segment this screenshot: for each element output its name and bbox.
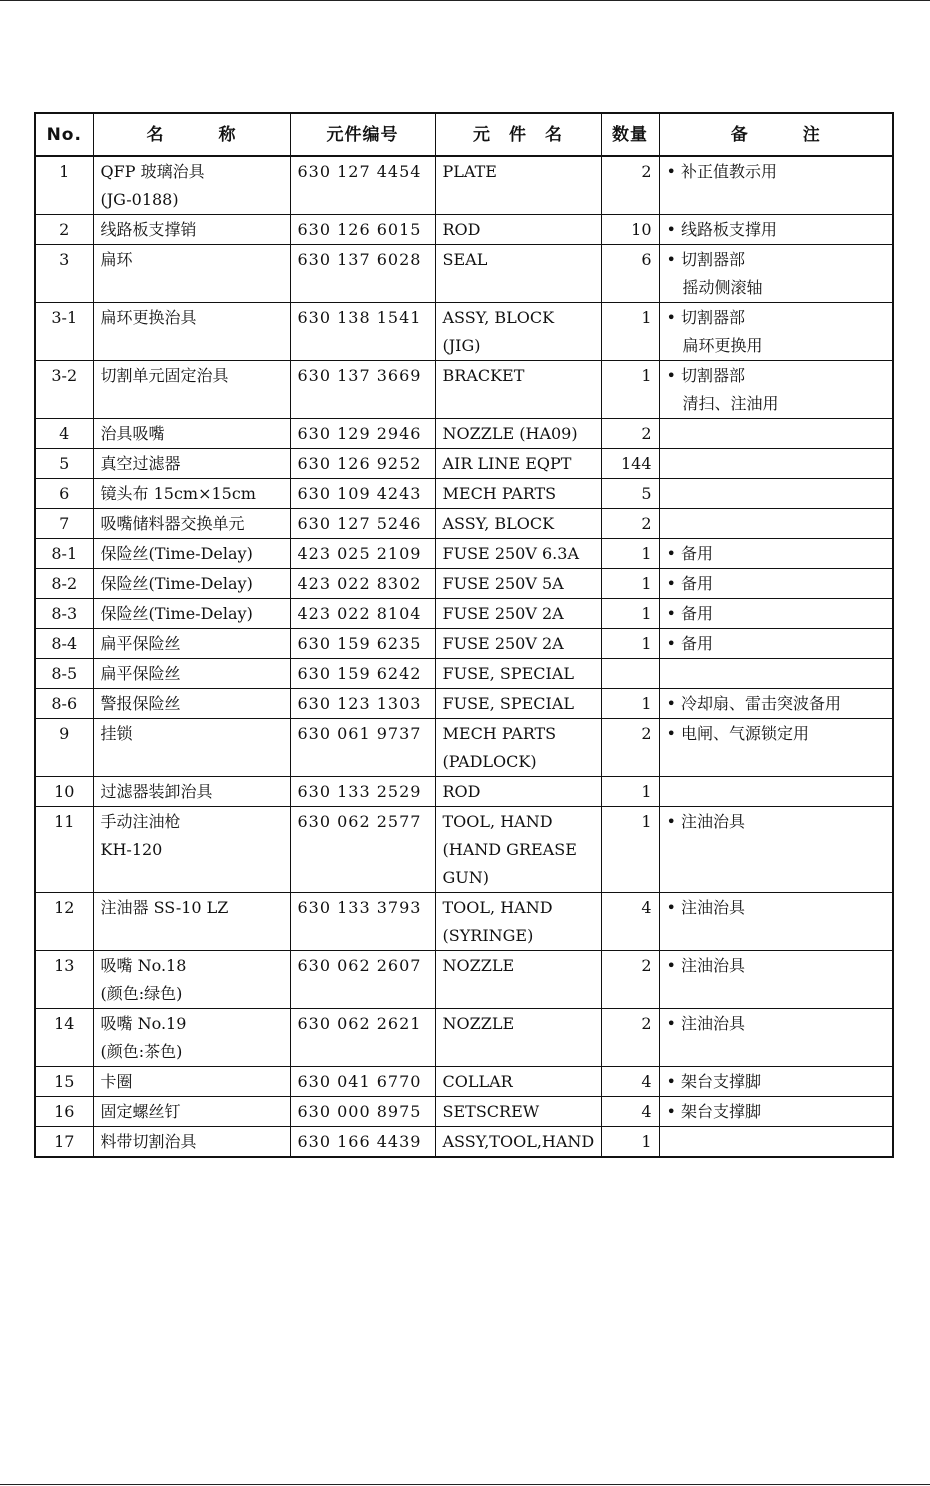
cell-part-number: 423 025 2109 bbox=[290, 539, 435, 569]
cell-no: 8-6 bbox=[35, 689, 93, 719]
cell-english-name bbox=[435, 215, 601, 245]
cell-name bbox=[93, 361, 290, 419]
cell-quantity: 144 bbox=[601, 449, 659, 479]
remark-line: • 备用 bbox=[666, 544, 714, 563]
cell-part-number: 630 127 4454 bbox=[290, 156, 435, 215]
cell-quantity: 1 bbox=[601, 539, 659, 569]
header-english-name: 元 件 名 bbox=[435, 113, 601, 156]
cell-name bbox=[93, 569, 290, 599]
english-name-line: MECH PARTS bbox=[442, 484, 557, 503]
cell-quantity: 2 bbox=[601, 951, 659, 1009]
remark-line: • 架台支撑脚 bbox=[666, 1072, 762, 1091]
cell-english-name bbox=[435, 509, 601, 539]
english-name-line: AIR LINE EQPT bbox=[442, 454, 572, 473]
header-remark: 备 注 bbox=[659, 113, 893, 156]
cell-quantity: 1 bbox=[601, 1127, 659, 1158]
cell-no: 11 bbox=[35, 807, 93, 893]
name-line: 扁环 bbox=[100, 250, 133, 269]
cell-remark bbox=[659, 1009, 893, 1067]
english-name-line: (SYRINGE) bbox=[442, 926, 534, 945]
cell-remark bbox=[659, 951, 893, 1009]
cell-english-name bbox=[435, 719, 601, 777]
cell-no: 8-5 bbox=[35, 659, 93, 689]
cell-remark bbox=[659, 361, 893, 419]
cell-name bbox=[93, 719, 290, 777]
english-name-line: SEAL bbox=[442, 250, 488, 269]
cell-english-name bbox=[435, 629, 601, 659]
name-line: 扁环更换治具 bbox=[100, 308, 197, 327]
cell-part-number: 423 022 8104 bbox=[290, 599, 435, 629]
cell-part-number: 423 022 8302 bbox=[290, 569, 435, 599]
remark-line: • 注油治具 bbox=[666, 956, 746, 975]
cell-name bbox=[93, 777, 290, 807]
name-line: 真空过滤器 bbox=[100, 454, 181, 473]
cell-no: 8-2 bbox=[35, 569, 93, 599]
table-row bbox=[35, 539, 893, 569]
cell-part-number: 630 129 2946 bbox=[290, 419, 435, 449]
cell-quantity: 6 bbox=[601, 245, 659, 303]
cell-remark bbox=[659, 893, 893, 951]
cell-part-number: 630 062 2621 bbox=[290, 1009, 435, 1067]
cell-english-name bbox=[435, 539, 601, 569]
name-line: 固定螺丝钉 bbox=[100, 1102, 181, 1121]
english-name-line: ASSY, BLOCK bbox=[442, 514, 555, 533]
cell-no: 12 bbox=[35, 893, 93, 951]
cell-name bbox=[93, 479, 290, 509]
cell-part-number: 630 123 1303 bbox=[290, 689, 435, 719]
english-name-line: PLATE bbox=[442, 162, 497, 181]
cell-no: 3-1 bbox=[35, 303, 93, 361]
english-name-line: NOZZLE bbox=[442, 1014, 515, 1033]
table-row bbox=[35, 449, 893, 479]
header-part-number: 元件编号 bbox=[290, 113, 435, 156]
cell-english-name bbox=[435, 569, 601, 599]
cell-name bbox=[93, 659, 290, 689]
cell-name bbox=[93, 1127, 290, 1158]
cell-no: 3 bbox=[35, 245, 93, 303]
header-no: No. bbox=[35, 113, 93, 156]
table-row bbox=[35, 303, 893, 361]
english-name-line: COLLAR bbox=[442, 1072, 513, 1091]
cell-name bbox=[93, 599, 290, 629]
name-line: 保险丝(Time-Delay) bbox=[100, 574, 253, 593]
table-row bbox=[35, 215, 893, 245]
cell-part-number: 630 137 3669 bbox=[290, 361, 435, 419]
header-row bbox=[35, 113, 893, 156]
cell-remark bbox=[659, 245, 893, 303]
cell-remark bbox=[659, 1097, 893, 1127]
name-line: 线路板支撑销 bbox=[100, 220, 197, 239]
cell-no: 2 bbox=[35, 215, 93, 245]
table-body bbox=[35, 156, 893, 1157]
cell-english-name bbox=[435, 659, 601, 689]
cell-part-number: 630 159 6242 bbox=[290, 659, 435, 689]
table-row bbox=[35, 629, 893, 659]
cell-name bbox=[93, 1009, 290, 1067]
cell-quantity: 2 bbox=[601, 509, 659, 539]
english-name-line: (HAND GREASE bbox=[442, 840, 577, 859]
cell-quantity: 1 bbox=[601, 569, 659, 599]
cell-english-name bbox=[435, 245, 601, 303]
cell-name bbox=[93, 539, 290, 569]
cell-part-number: 630 133 3793 bbox=[290, 893, 435, 951]
cell-quantity: 4 bbox=[601, 1097, 659, 1127]
english-name-line: FUSE 250V 2A bbox=[442, 634, 564, 653]
cell-no: 9 bbox=[35, 719, 93, 777]
name-line: 保险丝(Time-Delay) bbox=[100, 544, 253, 563]
table-row bbox=[35, 479, 893, 509]
cell-no: 15 bbox=[35, 1067, 93, 1097]
cell-name bbox=[93, 951, 290, 1009]
cell-remark bbox=[659, 156, 893, 215]
table-row bbox=[35, 659, 893, 689]
header-name: 名 称 bbox=[93, 113, 290, 156]
table-row bbox=[35, 569, 893, 599]
cell-part-number: 630 000 8975 bbox=[290, 1097, 435, 1127]
cell-name bbox=[93, 419, 290, 449]
name-line: 吸嘴储料器交换单元 bbox=[100, 514, 245, 533]
table-row bbox=[35, 361, 893, 419]
remark-line: • 冷却扇、雷击突波备用 bbox=[666, 694, 842, 713]
english-name-line: ASSY, BLOCK bbox=[442, 308, 555, 327]
name-line: 吸嘴 No.19 bbox=[100, 1014, 187, 1033]
cell-english-name bbox=[435, 479, 601, 509]
cell-name bbox=[93, 807, 290, 893]
remark-line: • 注油治具 bbox=[666, 812, 746, 831]
english-name-line: TOOL, HAND bbox=[442, 812, 553, 831]
cell-no: 17 bbox=[35, 1127, 93, 1158]
cell-english-name bbox=[435, 1067, 601, 1097]
cell-no: 6 bbox=[35, 479, 93, 509]
cell-quantity: 2 bbox=[601, 156, 659, 215]
cell-english-name bbox=[435, 303, 601, 361]
name-line: 卡圈 bbox=[100, 1072, 133, 1091]
name-line: 吸嘴 No.18 bbox=[100, 956, 187, 975]
table-row bbox=[35, 951, 893, 1009]
cell-remark bbox=[659, 303, 893, 361]
remark-line: • 补正值教示用 bbox=[666, 162, 778, 181]
cell-remark bbox=[659, 719, 893, 777]
english-name-line: FUSE, SPECIAL bbox=[442, 694, 575, 713]
remark-line: • 电闸、气源锁定用 bbox=[666, 724, 810, 743]
name-line: 治具吸嘴 bbox=[100, 424, 165, 443]
cell-no: 10 bbox=[35, 777, 93, 807]
english-name-line: FUSE, SPECIAL bbox=[442, 664, 575, 683]
name-line: 料带切割治具 bbox=[100, 1132, 197, 1151]
cell-name bbox=[93, 449, 290, 479]
name-line: (JG-0188) bbox=[100, 190, 179, 209]
cell-quantity: 10 bbox=[601, 215, 659, 245]
cell-quantity: 4 bbox=[601, 1067, 659, 1097]
top-rule bbox=[0, 0, 930, 1]
cell-remark bbox=[659, 449, 893, 479]
cell-remark bbox=[659, 807, 893, 893]
cell-no: 3-2 bbox=[35, 361, 93, 419]
cell-no: 7 bbox=[35, 509, 93, 539]
cell-quantity: 1 bbox=[601, 807, 659, 893]
cell-name bbox=[93, 689, 290, 719]
table-row bbox=[35, 1097, 893, 1127]
cell-part-number: 630 166 4439 bbox=[290, 1127, 435, 1158]
remark-line: • 架台支撑脚 bbox=[666, 1102, 762, 1121]
table-row bbox=[35, 599, 893, 629]
cell-name bbox=[93, 629, 290, 659]
remark-line: 扁环更换用 bbox=[666, 336, 763, 355]
table-row bbox=[35, 419, 893, 449]
cell-name bbox=[93, 509, 290, 539]
cell-quantity: 1 bbox=[601, 303, 659, 361]
english-name-line: NOZZLE (HA09) bbox=[442, 424, 578, 443]
cell-no: 13 bbox=[35, 951, 93, 1009]
english-name-line: FUSE 250V 5A bbox=[442, 574, 564, 593]
cell-name bbox=[93, 245, 290, 303]
table-row bbox=[35, 1067, 893, 1097]
cell-remark bbox=[659, 1127, 893, 1158]
cell-quantity: 4 bbox=[601, 893, 659, 951]
name-line: QFP 玻璃治具 bbox=[100, 162, 205, 181]
cell-name bbox=[93, 1097, 290, 1127]
cell-english-name bbox=[435, 1097, 601, 1127]
cell-english-name bbox=[435, 777, 601, 807]
name-line: 镜头布 15cm×15cm bbox=[100, 484, 256, 503]
cell-no: 8-4 bbox=[35, 629, 93, 659]
remark-line: • 备用 bbox=[666, 634, 714, 653]
english-name-line: (JIG) bbox=[442, 336, 481, 355]
english-name-line: FUSE 250V 2A bbox=[442, 604, 564, 623]
cell-part-number: 630 061 9737 bbox=[290, 719, 435, 777]
cell-english-name bbox=[435, 156, 601, 215]
english-name-line: BRACKET bbox=[442, 366, 525, 385]
name-line: (颜色:茶色) bbox=[100, 1042, 183, 1061]
cell-english-name bbox=[435, 449, 601, 479]
cell-english-name bbox=[435, 689, 601, 719]
cell-remark bbox=[659, 659, 893, 689]
table-row bbox=[35, 1009, 893, 1067]
cell-part-number: 630 126 9252 bbox=[290, 449, 435, 479]
english-name-line: SETSCREW bbox=[442, 1102, 540, 1121]
table-row bbox=[35, 689, 893, 719]
remark-line: • 备用 bbox=[666, 574, 714, 593]
cell-quantity: 2 bbox=[601, 1009, 659, 1067]
name-line: 扁平保险丝 bbox=[100, 634, 181, 653]
cell-quantity: 1 bbox=[601, 599, 659, 629]
english-name-line: (PADLOCK) bbox=[442, 752, 537, 771]
name-line: 过滤器装卸治具 bbox=[100, 782, 213, 801]
table-row bbox=[35, 719, 893, 777]
cell-remark bbox=[659, 1067, 893, 1097]
cell-remark bbox=[659, 777, 893, 807]
remark-line: • 切割器部 bbox=[666, 308, 746, 327]
cell-remark bbox=[659, 215, 893, 245]
cell-remark bbox=[659, 539, 893, 569]
table-row bbox=[35, 245, 893, 303]
name-line: 警报保险丝 bbox=[100, 694, 181, 713]
cell-quantity: 1 bbox=[601, 689, 659, 719]
cell-name bbox=[93, 156, 290, 215]
cell-no: 8-1 bbox=[35, 539, 93, 569]
cell-no: 16 bbox=[35, 1097, 93, 1127]
table-row bbox=[35, 777, 893, 807]
cell-quantity: 2 bbox=[601, 419, 659, 449]
english-name-line: ASSY,TOOL,HAND bbox=[442, 1132, 595, 1151]
english-name-line: ROD bbox=[442, 782, 481, 801]
name-line: 扁平保险丝 bbox=[100, 664, 181, 683]
bottom-rule bbox=[0, 1484, 930, 1485]
english-name-line: NOZZLE bbox=[442, 956, 515, 975]
cell-name bbox=[93, 303, 290, 361]
cell-no: 5 bbox=[35, 449, 93, 479]
cell-english-name bbox=[435, 893, 601, 951]
table-row bbox=[35, 807, 893, 893]
cell-no: 4 bbox=[35, 419, 93, 449]
cell-english-name bbox=[435, 1127, 601, 1158]
name-line: 保险丝(Time-Delay) bbox=[100, 604, 253, 623]
cell-remark bbox=[659, 599, 893, 629]
english-name-line: GUN) bbox=[442, 868, 490, 887]
cell-part-number: 630 109 4243 bbox=[290, 479, 435, 509]
cell-quantity bbox=[601, 659, 659, 689]
name-line: KH-120 bbox=[100, 840, 163, 859]
english-name-line: FUSE 250V 6.3A bbox=[442, 544, 579, 563]
table-header bbox=[35, 113, 893, 156]
table-row bbox=[35, 1127, 893, 1158]
cell-remark bbox=[659, 509, 893, 539]
name-line: 切割单元固定治具 bbox=[100, 366, 229, 385]
name-line: 手动注油枪 bbox=[100, 812, 181, 831]
cell-part-number: 630 041 6770 bbox=[290, 1067, 435, 1097]
cell-quantity: 5 bbox=[601, 479, 659, 509]
english-name-line: MECH PARTS bbox=[442, 724, 557, 743]
cell-part-number: 630 137 6028 bbox=[290, 245, 435, 303]
cell-remark bbox=[659, 689, 893, 719]
table-row bbox=[35, 509, 893, 539]
parts-table bbox=[34, 112, 894, 1158]
cell-part-number: 630 062 2577 bbox=[290, 807, 435, 893]
cell-remark bbox=[659, 569, 893, 599]
cell-english-name bbox=[435, 951, 601, 1009]
cell-part-number: 630 127 5246 bbox=[290, 509, 435, 539]
english-name-line: ROD bbox=[442, 220, 481, 239]
cell-no: 8-3 bbox=[35, 599, 93, 629]
remark-line: • 切割器部 bbox=[666, 250, 746, 269]
remark-line: • 切割器部 bbox=[666, 366, 746, 385]
cell-name bbox=[93, 1067, 290, 1097]
cell-part-number: 630 159 6235 bbox=[290, 629, 435, 659]
cell-name bbox=[93, 215, 290, 245]
cell-part-number: 630 126 6015 bbox=[290, 215, 435, 245]
remark-line: • 注油治具 bbox=[666, 898, 746, 917]
remark-line: • 线路板支撑用 bbox=[666, 220, 778, 239]
table-row bbox=[35, 156, 893, 215]
cell-english-name bbox=[435, 361, 601, 419]
cell-quantity: 1 bbox=[601, 777, 659, 807]
cell-english-name bbox=[435, 1009, 601, 1067]
name-line: 挂锁 bbox=[100, 724, 133, 743]
cell-english-name bbox=[435, 807, 601, 893]
header-quantity: 数量 bbox=[601, 113, 659, 156]
cell-part-number: 630 133 2529 bbox=[290, 777, 435, 807]
cell-remark bbox=[659, 419, 893, 449]
cell-quantity: 2 bbox=[601, 719, 659, 777]
cell-quantity: 1 bbox=[601, 361, 659, 419]
cell-remark bbox=[659, 629, 893, 659]
remark-line: 摇动侧滚轴 bbox=[666, 278, 763, 297]
cell-no: 1 bbox=[35, 156, 93, 215]
cell-remark bbox=[659, 479, 893, 509]
remark-line: • 注油治具 bbox=[666, 1014, 746, 1033]
cell-english-name bbox=[435, 599, 601, 629]
cell-quantity: 1 bbox=[601, 629, 659, 659]
cell-name bbox=[93, 893, 290, 951]
cell-part-number: 630 062 2607 bbox=[290, 951, 435, 1009]
cell-no: 14 bbox=[35, 1009, 93, 1067]
remark-line: 清扫、注油用 bbox=[666, 394, 779, 413]
name-line: (颜色:绿色) bbox=[100, 984, 183, 1003]
cell-part-number: 630 138 1541 bbox=[290, 303, 435, 361]
name-line: 注油器 SS-10 LZ bbox=[100, 898, 229, 917]
remark-line: • 备用 bbox=[666, 604, 714, 623]
english-name-line: TOOL, HAND bbox=[442, 898, 553, 917]
table-row bbox=[35, 893, 893, 951]
cell-english-name bbox=[435, 419, 601, 449]
